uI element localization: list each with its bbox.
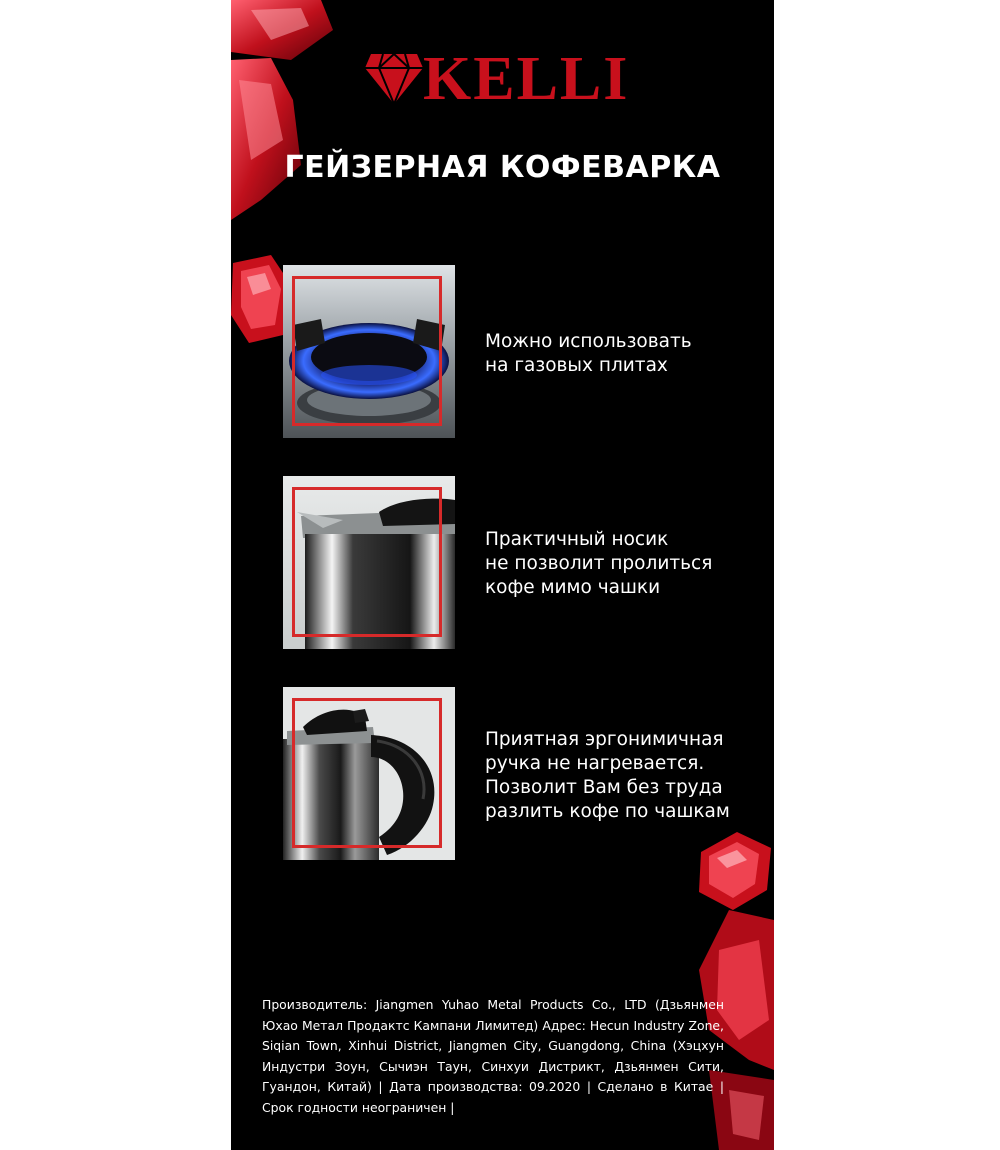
feature-line: кофе мимо чашки xyxy=(485,577,661,598)
manufacturer-info: Производитель: Jiangmen Yuhao Metal Products Co., LTD (Дзьянмен Юхао Метал Продактс Кампани Лимитед) Адрес: Hecun Industry Zone, Siqian Town, Xinhui District, Jiangmen City, Guangdong, China (Хэцхун Индустри Зоун, Сычиэн Таун, Синхуи Дистрикт, Дзьянмен Сити, Гуандон, Китай) | Дата производства: 09.2020 | Сделано в Китае | Срок годности неограничен | xyxy=(262,997,724,1115)
feature-line: разлить кофе по чашкам xyxy=(485,801,730,822)
product-poster xyxy=(231,0,774,1150)
feature-line: не позволит пролиться xyxy=(485,553,713,574)
feature-line: Позволит Вам без труда xyxy=(485,777,723,798)
spout-photo xyxy=(283,476,455,649)
highlight-frame xyxy=(292,698,442,848)
brand-name: KELLI xyxy=(423,45,630,113)
feature-line: Приятная эргонимичная xyxy=(485,729,724,750)
red-ice-cube-top-left xyxy=(231,0,341,230)
gas-stove-photo xyxy=(283,265,455,438)
feature-handle xyxy=(231,687,774,862)
feature-line: Можно использовать xyxy=(485,331,692,352)
feature-text-handle xyxy=(485,728,730,824)
feature-line: ручка не нагревается. xyxy=(485,753,705,774)
page-title: ГЕЙЗЕРНАЯ КОФЕВАРКА xyxy=(284,150,721,185)
highlight-frame xyxy=(292,487,442,637)
handle-photo xyxy=(283,687,455,860)
feature-spout xyxy=(231,476,774,651)
brand-logo xyxy=(365,44,641,112)
feature-line: Практичный носик xyxy=(485,529,669,550)
feature-line: на газовых плитах xyxy=(485,355,668,376)
feature-text-spout xyxy=(485,528,712,600)
highlight-frame xyxy=(292,276,442,426)
diamond-icon xyxy=(365,52,423,104)
feature-text-gas-stove xyxy=(485,330,692,378)
feature-gas-stove xyxy=(231,265,774,440)
